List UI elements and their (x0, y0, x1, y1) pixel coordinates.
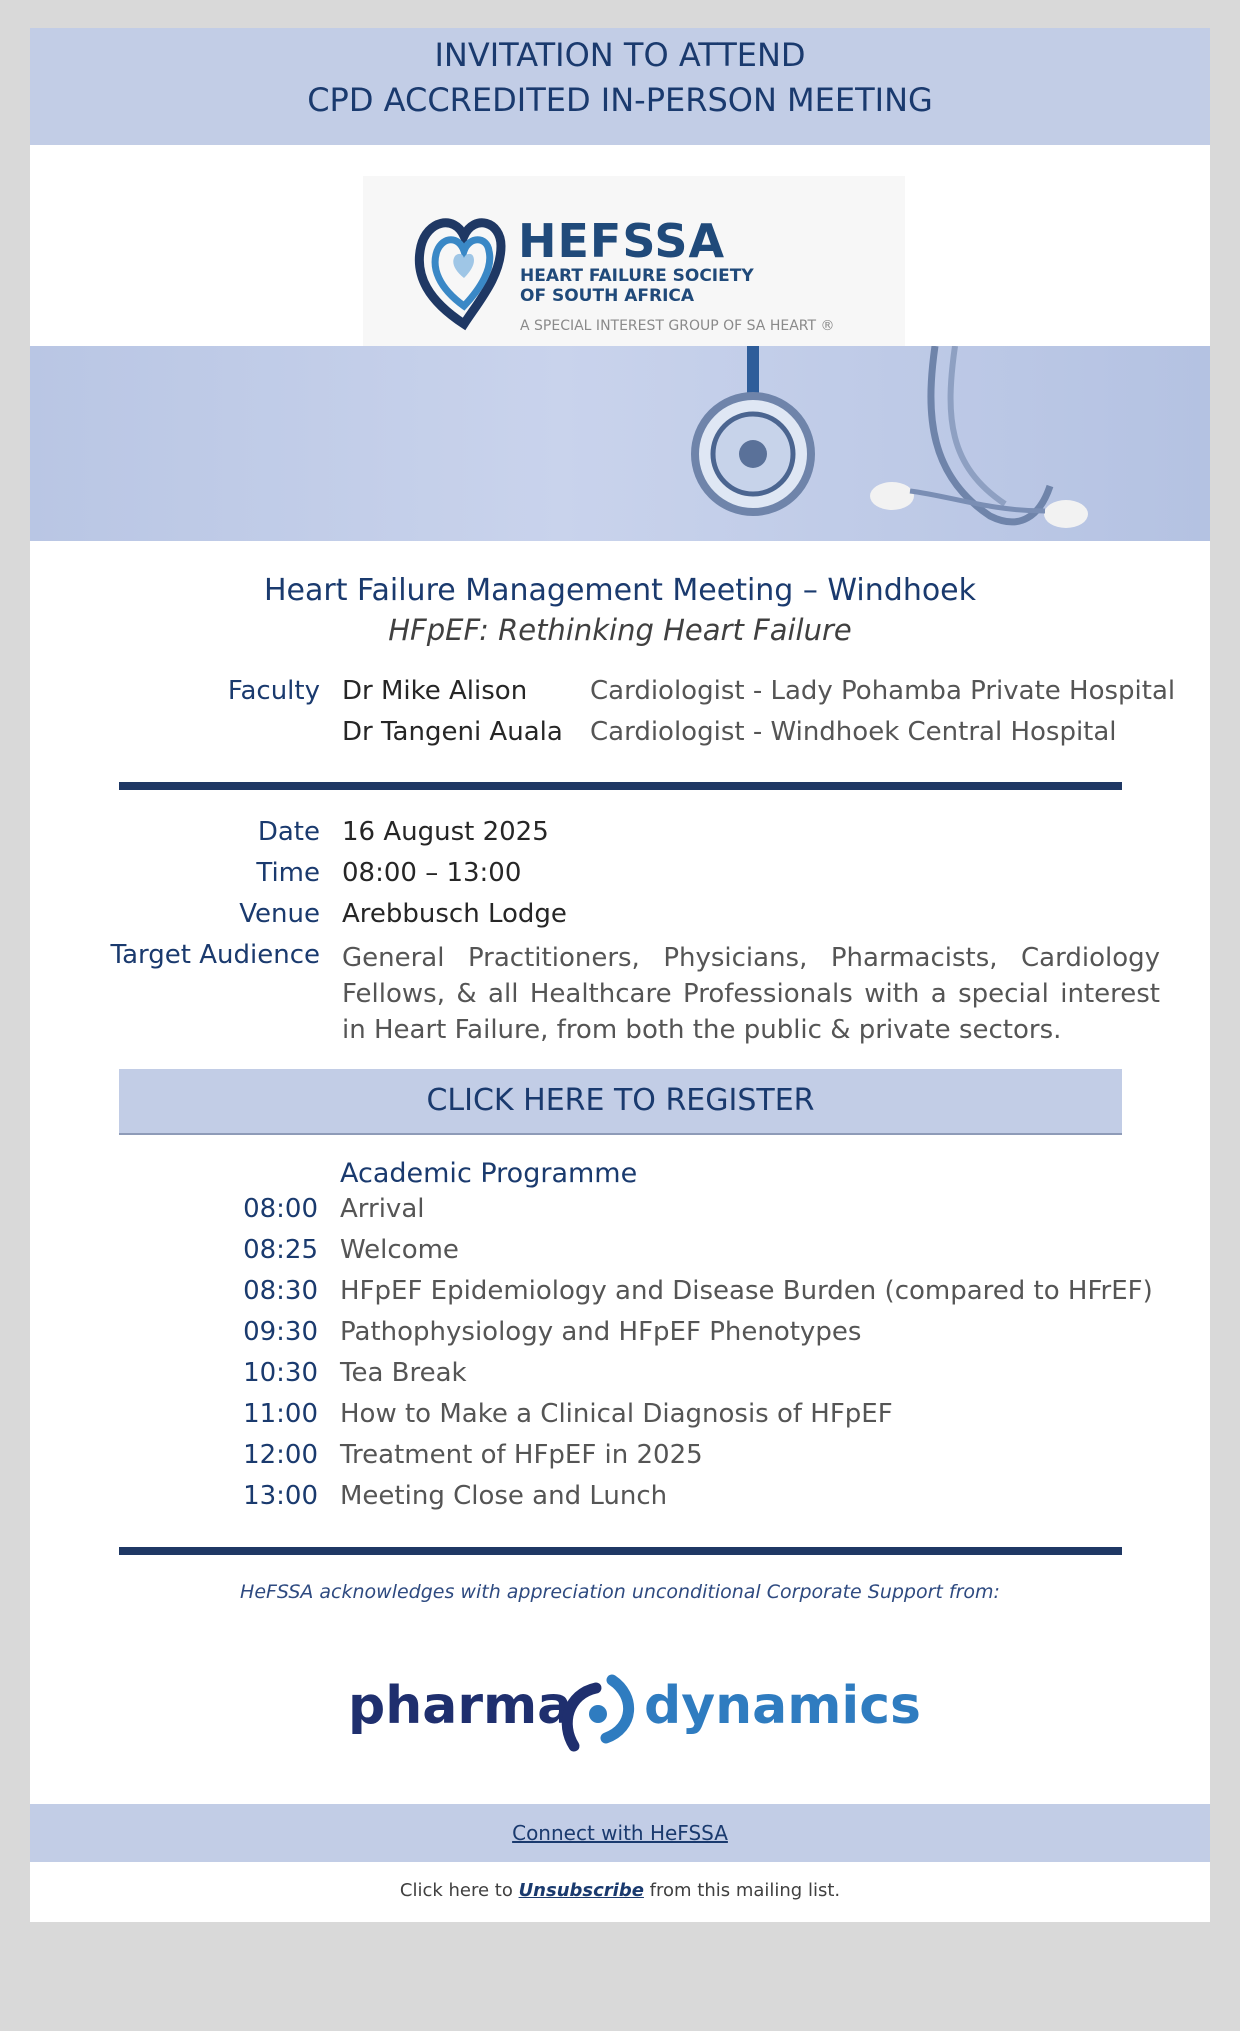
programme-time: 10:30 (243, 1358, 318, 1388)
divider (119, 1547, 1122, 1555)
header-line-2: CPD ACCREDITED IN-PERSON MEETING (307, 81, 933, 119)
logo-subtitle-2: OF SOUTH AFRICA (520, 286, 695, 306)
logo-subtitle (520, 266, 754, 306)
unsubscribe-line (30, 1880, 1210, 1901)
meeting-subtitle: HFpEF: Rethinking Heart Failure (388, 613, 852, 647)
faculty-role-1: Cardiologist - Lady Pohamba Private Hospital (590, 676, 1176, 706)
acknowledgement-text: HeFSSA acknowledges with appreciation unconditional Corporate Support from: (240, 1581, 1000, 1603)
programme-item: Treatment of HFpEF in 2025 (340, 1440, 703, 1470)
programme-time: 11:00 (243, 1399, 318, 1429)
logo-subtitle-1: HEART FAILURE SOCIETY (520, 266, 754, 286)
programme-item: Meeting Close and Lunch (340, 1481, 668, 1511)
venue-label: Venue (239, 899, 320, 929)
programme-time: 08:25 (243, 1235, 318, 1265)
stethoscope-icon (30, 346, 1210, 541)
programme-item: HFpEF Epidemiology and Disease Burden (compared to HFrEF) (340, 1276, 1153, 1306)
programme-item: Welcome (340, 1235, 459, 1265)
sponsor-word-1: pharma (348, 1676, 573, 1736)
programme-time: 12:00 (243, 1440, 318, 1470)
hefssa-logo (363, 176, 905, 346)
time-value: 08:00 – 13:00 (342, 858, 522, 888)
programme-time: 09:30 (243, 1317, 318, 1347)
meeting-title: Heart Failure Management Meeting – Windhoek (263, 573, 977, 608)
header-line-1: INVITATION TO ATTEND (434, 36, 806, 74)
sponsor-word-2: dynamics (644, 1676, 922, 1736)
venue-value: Arebbusch Lodge (342, 899, 567, 929)
unsub-suffix: from this mailing list. (643, 1880, 841, 1901)
email-card (30, 28, 1210, 1922)
faculty-name-2: Dr Tangeni Auala (342, 717, 563, 747)
heart-logo-icon (409, 206, 509, 336)
date-label: Date (257, 817, 320, 847)
stethoscope-banner (30, 346, 1210, 541)
unsub-prefix: Click here to (399, 1880, 519, 1901)
programme-time: 08:30 (243, 1276, 318, 1306)
date-value: 16 August 2025 (342, 817, 549, 847)
connect-band (30, 1804, 1210, 1862)
audience-label: Target Audience (110, 940, 320, 970)
pharma-dynamics-logo (348, 1668, 922, 1758)
unsubscribe-link[interactable]: Unsubscribe (518, 1880, 644, 1901)
faculty-name-1: Dr Mike Alison (342, 676, 528, 706)
time-label: Time (256, 858, 320, 888)
connect-link[interactable]: Connect with HeFSSA (512, 1821, 728, 1845)
programme-time: 13:00 (243, 1481, 318, 1511)
programme-item: Pathophysiology and HFpEF Phenotypes (340, 1317, 862, 1347)
programme-heading: Academic Programme (340, 1158, 638, 1189)
logo-tagline: A SPECIAL INTEREST GROUP OF SA HEART ® (520, 318, 835, 334)
programme-item: Tea Break (340, 1358, 467, 1388)
sponsor-swirl-icon (560, 1674, 640, 1754)
programme-time: 08:00 (243, 1194, 318, 1224)
register-button[interactable]: CLICK HERE TO REGISTER (119, 1069, 1122, 1135)
faculty-label: Faculty (227, 676, 320, 706)
programme-item: How to Make a Clinical Diagnosis of HFpEF (340, 1399, 893, 1429)
invitation-header (30, 28, 1210, 145)
audience-value: General Practitioners, Physicians, Pharmacists, Cardiology Fellows, & all Healthcare Professionals with a special interest in Heart Failure, from both the public & private sectors. (342, 943, 1160, 1045)
programme-item: Arrival (340, 1194, 425, 1224)
divider (119, 782, 1122, 790)
logo-title: HEFSSA (518, 214, 726, 268)
faculty-role-2: Cardiologist - Windhoek Central Hospital (590, 717, 1117, 747)
